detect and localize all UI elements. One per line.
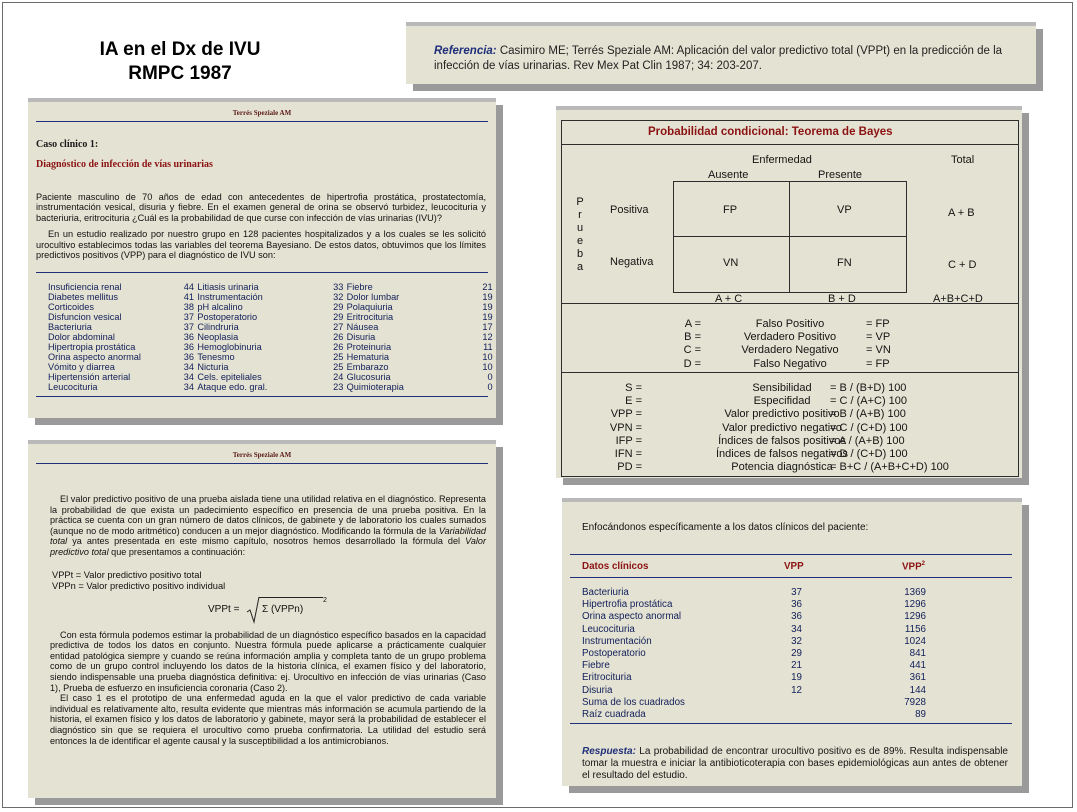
clinical-datum-name: Suma de los cuadrados <box>582 696 685 708</box>
clinical-datum-name: Eritrocituria <box>582 672 632 684</box>
def-formula: = B+C / (A+B+C+D) 100 <box>830 461 949 474</box>
vpp-list-item <box>347 352 496 362</box>
vpp-list-item <box>197 292 346 302</box>
vpp-list-item <box>197 312 346 322</box>
vpp-item-value: 34 <box>183 382 194 393</box>
def-name: Verdadero Negativo <box>741 344 839 357</box>
panel-header-author: Terrés Speziale AM <box>232 109 292 117</box>
vpp-item-name: Náusea <box>346 322 379 333</box>
def-name: Especifidad <box>753 395 811 408</box>
vpp-list-item <box>347 282 496 292</box>
def-formula: = B / (A+B) 100 <box>830 408 906 421</box>
clinical-datum-vpp-squared: 89 <box>915 709 926 720</box>
vpp-list-item <box>197 372 346 382</box>
formula-definitions <box>52 570 496 592</box>
vpp-item-value: 29 <box>333 302 344 313</box>
clinical-datum-name: Disuria <box>582 684 613 696</box>
slide-title <box>60 38 300 86</box>
def-formula: = A / (A+B) 100 <box>830 434 905 447</box>
vpp2-exponent: 2 <box>921 561 925 567</box>
vpp-list-item <box>48 352 197 362</box>
vpp-item-value: 37 <box>183 322 194 333</box>
vpp-item-value: 34 <box>183 362 194 373</box>
vpp-item-name: Eritrocituria <box>346 312 394 323</box>
clinical-datum-name: Postoperatorio <box>582 648 646 659</box>
header-total: Total <box>951 154 975 166</box>
vpp-column-3 <box>347 282 496 392</box>
vpp-item-value: 21 <box>482 282 493 293</box>
vpp-item-name: Ataque edo. gral. <box>197 382 268 393</box>
answer-text: La probabilidad de encontrar urocultivo positivo es de 89%. Resulta indispensable tomar la muestra e iniciar la antibioticoterapia con bases epidemiológicas aun antes de obtener el resultado del estudio. <box>582 746 1008 781</box>
cell-vp: VP <box>837 204 852 216</box>
vpp-item-name: Orina aspecto anormal <box>48 352 141 363</box>
vpp-item-name: Hemoglobinuria <box>197 342 262 353</box>
vpp-item-value: 44 <box>183 282 194 293</box>
vpp-list-item <box>48 332 197 342</box>
vpp-item-name: Bacteriuria <box>48 322 92 333</box>
grid-vertical-divider <box>789 181 790 293</box>
def-formula: = VN <box>866 344 891 357</box>
prueba-vertical-label <box>575 196 585 274</box>
clinical-datum-vpp-squared: 1156 <box>904 623 926 635</box>
col-header-vpp-squared <box>902 561 925 572</box>
total-a-plus-c: A + C <box>715 293 743 305</box>
vpp-item-name: Quimioterapia <box>346 382 404 393</box>
case-paragraph-2: En un estudio realizado por nuestro grupo en 128 pacientes hospitalizados y a los cuales se les solicitó urocultivo establecimos todas las variables del teorema Bayesiano. De estos datos, obtuvimos que los límites predictivos positivos (VPP) para el diagnóstico de IVU son: <box>36 229 486 261</box>
clinical-datum-name: Instrumentación <box>582 635 652 647</box>
clinical-datum-name: Raíz cuadrada <box>582 709 646 720</box>
vpp-item-name: pH alcalino <box>197 302 243 313</box>
def-name: Valor predictivo negativo <box>722 421 842 434</box>
title-line-1: IA en el Dx de IVU <box>99 39 261 60</box>
clinical-datum-vpp: 34 <box>791 623 802 635</box>
vpp-item-value: 10 <box>482 362 493 373</box>
vpp-item-value: 41 <box>183 292 194 303</box>
vpp-list-item <box>347 322 496 332</box>
def-name: Sensibilidad <box>752 382 812 394</box>
total-c-plus-d: C + D <box>948 259 977 271</box>
table-top-rule <box>36 272 488 273</box>
vpp-item-name: Vómito y diarrea <box>48 362 115 373</box>
vpp-list-item <box>48 362 197 372</box>
vppt-formula <box>28 596 496 626</box>
sqrt-bar <box>259 597 323 598</box>
clinical-datum-vpp: 12 <box>791 684 802 696</box>
answer-paragraph <box>582 746 1008 782</box>
clinical-datum-name: Fiebre <box>582 660 610 672</box>
def-formula: = C / (C+D) 100 <box>830 421 908 434</box>
vpp-item-name: Instrumentación <box>197 292 263 303</box>
definition-vppt: VPPt = Valor predictivo positivo total <box>52 569 202 580</box>
sqrt-symbol-icon <box>246 596 260 624</box>
vpp-item-value: 27 <box>333 322 344 333</box>
def-formula: = D / (C+D) 100 <box>830 448 908 460</box>
def-key: IFP = <box>615 434 642 447</box>
vpp-item-name: Dolor lumbar <box>346 292 400 303</box>
vpp-item-name: Tenesmo <box>197 352 235 363</box>
panel4-intro: Enfocándonos específicamente a los datos clínicos del paciente: <box>582 522 869 533</box>
vpp-list-item <box>48 342 197 352</box>
def-formula: = B / (B+D) 100 <box>830 382 907 394</box>
paragraph-1 <box>50 494 486 558</box>
paragraph-1-text-c: que presentamos a continuación: <box>108 546 246 557</box>
vpp-list-item <box>347 332 496 342</box>
panel-header-author: Terrés Speziale AM <box>232 451 292 459</box>
reference-text: Casimiro ME; Terrés Speziale AM: Aplicación del valor predictivo total (VPPt) en la predicción de la infección de vías urinarias. Rev Mex Pat Clin 1987; 34: 203-207. <box>434 45 1003 72</box>
vpp-column-1 <box>48 282 197 392</box>
prueba-letter: e <box>576 235 584 247</box>
vpp-item-value: 36 <box>183 342 194 353</box>
vpp-item-value: 19 <box>482 292 493 303</box>
table-bottom-rule <box>570 723 1012 724</box>
table-top-rule <box>570 554 1012 555</box>
vpp-item-value: 19 <box>482 302 493 313</box>
clinical-datum-vpp-squared: 1369 <box>904 587 926 598</box>
vpp-item-value: 12 <box>482 332 493 343</box>
vpp-item-name: Nicturia <box>197 362 229 373</box>
vpp-item-value: 33 <box>333 282 344 293</box>
prueba-letter: b <box>576 248 584 260</box>
vpp-list-item <box>48 322 197 332</box>
title-line-2: RMPC 1987 <box>128 63 232 84</box>
vpp-list-item <box>197 322 346 332</box>
cell-fp: FP <box>723 204 738 216</box>
vpp-item-value: 29 <box>333 312 344 323</box>
vpp-item-name: Diabetes mellitus <box>48 292 118 303</box>
paragraph-1-text-a: El valor predictivo positivo de una prueba aislada tiene una utilidad relativa en el diagnóstico. Representa la probabilidad de que exista un padecimiento específico en presencia de una prueba positiva. En la práctica se cuenta con un gran número de datos clínicos, de gabinete y de laboratorio los cuales sumados (aunque no de modo aritmético) conducen a un mejor diagnóstico. Modificando la fórmula de la <box>50 494 486 536</box>
vpp-item-name: Hipertropia prostática <box>48 342 136 353</box>
vpp-item-value: 10 <box>482 352 493 363</box>
bayes-theorem-panel <box>556 106 1022 478</box>
vpp-item-value: 19 <box>482 312 493 323</box>
cell-fn: FN <box>837 257 852 269</box>
def-key: E = <box>625 395 642 408</box>
vpp-list-item <box>347 362 496 372</box>
header-ausente: Ausente <box>708 169 749 181</box>
vpp-item-name: Dolor abdominal <box>48 332 115 343</box>
def-formula: = FP <box>866 318 890 330</box>
header-rule <box>570 577 1012 578</box>
vpp-item-value: 38 <box>183 302 194 313</box>
vpp-list-item <box>197 382 346 392</box>
clinical-datum-vpp-squared: 7928 <box>904 696 926 708</box>
case-title: Caso clínico 1: <box>36 139 99 150</box>
vpp-list-item <box>347 292 496 302</box>
vpp-list-item <box>197 282 346 292</box>
vpp-list-item <box>48 282 197 292</box>
vpp-item-value: 0 <box>487 382 493 393</box>
vpp2-base: VPP <box>902 561 922 573</box>
vpp-item-value: 37 <box>183 312 194 323</box>
vpp-item-value: 17 <box>482 322 493 333</box>
case-subtitle: Diagnóstico de infección de vías urinarias <box>36 159 213 170</box>
grid-horizontal-divider <box>673 236 907 237</box>
vpp-item-value: 32 <box>333 292 344 303</box>
def-name: Índices de falsos positivos <box>718 434 846 447</box>
formula-left: VPPt = <box>208 603 240 615</box>
vpp-item-name: Polaquiuria <box>346 302 393 313</box>
vpp-item-value: 24 <box>333 372 344 383</box>
col-header-vpp: VPP <box>784 561 804 572</box>
vpp-item-value: 11 <box>483 342 493 353</box>
clinical-datum-vpp: 37 <box>791 587 802 598</box>
clinical-datum-vpp: 36 <box>791 611 802 623</box>
def-formula: = VP <box>866 331 891 344</box>
vpp-item-name: Corticoides <box>48 302 94 313</box>
clinical-datum-vpp-squared: 441 <box>909 660 926 672</box>
def-formula: = C / (A+C) 100 <box>830 395 908 408</box>
def-name: Falso Negativo <box>753 357 827 370</box>
vpp-item-name: Hematuria <box>346 352 390 363</box>
header-rule <box>36 121 488 122</box>
row-negativa: Negativa <box>610 256 654 268</box>
definition-vppn: VPPn = Valor predictivo positivo individual <box>52 580 226 591</box>
vpp-item-value: 26 <box>333 332 344 343</box>
clinical-datum-vpp-squared: 1024 <box>904 635 926 647</box>
clinical-datum-vpp: 19 <box>791 672 802 684</box>
vpp-item-value: 25 <box>333 362 344 373</box>
total-a-plus-b: A + B <box>948 207 975 219</box>
vpp-list-item <box>347 372 496 382</box>
vpp-item-name: Litiasis urinaria <box>197 282 259 293</box>
vpp-item-value: 34 <box>183 372 194 383</box>
def-formula: = FP <box>866 357 890 370</box>
clinical-datum-name: Hipertrofia prostática <box>582 599 673 611</box>
def-key: C = <box>683 344 701 357</box>
def-name: Índices de falsos negativos <box>715 448 849 460</box>
col-header-datos: Datos clínicos <box>582 561 649 572</box>
case-clinical-panel <box>28 98 496 418</box>
vpp-list-item <box>347 382 496 392</box>
clinical-datum-vpp-squared: 1296 <box>904 599 926 611</box>
vpp-list-item <box>347 342 496 352</box>
clinical-datum-name: Leucocituria <box>582 623 635 635</box>
vpp-item-name: Postoperatorio <box>197 312 258 323</box>
vpp-item-value: 23 <box>333 382 344 393</box>
vpp-item-name: Embarazo <box>346 362 389 373</box>
def-key: B = <box>684 331 701 344</box>
clinical-datum-vpp: 29 <box>791 648 802 659</box>
case-paragraph-1: Paciente masculino de 70 años de edad con antecedentes de hipertrofia prostática, prostatectomía, instrumentación vesical, disuria y fiebre. En el examen general de orina se observó turbidez, leucocituria y bacteriuria, eritrocituria ¿Cuál es la probabilidad de que curse con infección de vías urinarias (IVU)? <box>36 192 486 223</box>
def-key: A = <box>684 318 701 330</box>
paragraph-1-text-b: ya antes presentada en este mismo capítulo, nosotros hemos desarrollado la fórmula del <box>67 536 466 547</box>
paragraph-1-italic-b: Valor predictivo total <box>50 536 486 557</box>
prueba-letter: r <box>578 209 582 221</box>
clinical-datum-vpp-squared: 144 <box>909 684 926 696</box>
predictive-value-panel <box>28 440 496 798</box>
def-name: Falso Positivo <box>755 318 825 330</box>
clinical-data-panel <box>562 498 1022 786</box>
table-bottom-rule <box>36 396 488 397</box>
clinical-datum-name: Bacteriuria <box>582 587 629 598</box>
vpp-item-name: Cilindruria <box>197 322 239 333</box>
vpp-item-name: Fiebre <box>346 282 373 293</box>
bayes-title: Probabilidad condicional: Teorema de Bayes <box>648 126 893 138</box>
def-key: VPP = <box>610 408 642 421</box>
vpp-item-name: Neoplasia <box>197 332 239 343</box>
vpp-list-item <box>197 332 346 342</box>
vpp-item-value: 26 <box>333 342 344 353</box>
def-key: IFN = <box>614 448 642 460</box>
row-positiva: Positiva <box>610 204 649 216</box>
paragraph-1-italic-a: Variabilidad total <box>50 525 486 547</box>
cell-vn: VN <box>723 257 739 269</box>
vpp-item-value: 36 <box>183 332 194 343</box>
clinical-datum-vpp-squared: 1296 <box>904 611 926 623</box>
prueba-letter: P <box>576 196 584 208</box>
vpp-list-item <box>48 292 197 302</box>
def-key: D = <box>683 357 701 370</box>
vpp-list-item <box>347 302 496 312</box>
def-name: Potencia diagnóstica <box>731 461 833 474</box>
prueba-letter: a <box>576 261 584 273</box>
vpp-list-item <box>197 362 346 372</box>
def-key: VPN = <box>609 421 642 434</box>
vpp-list-item <box>48 382 197 392</box>
vpp-item-value: 0 <box>487 372 493 383</box>
vpp-item-name: Hipertensión arterial <box>48 372 131 383</box>
contingency-grid <box>673 181 907 293</box>
vpp-item-name: Proteinuria <box>346 342 392 353</box>
header-rule <box>36 463 488 464</box>
clinical-datum-vpp: 36 <box>791 599 802 611</box>
formula-inner: Σ (VPPn) <box>262 603 304 615</box>
def-key: S = <box>625 382 642 394</box>
vpp-list-item <box>48 312 197 322</box>
total-all: A+B+C+D <box>933 293 983 305</box>
clinical-datum-vpp-squared: 841 <box>909 648 926 659</box>
def-name: Valor predictivo positivo <box>724 408 840 421</box>
vpp-column-2 <box>197 282 346 392</box>
vpp-item-name: Glucosuria <box>346 372 391 383</box>
vpp-list <box>48 282 496 392</box>
def-name: Verdadero Positivo <box>743 331 837 344</box>
answer-label: Respuesta: <box>582 746 636 757</box>
vpp-item-name: Disfuncion vesical <box>48 312 122 323</box>
vpp-item-name: Leucocituria <box>48 382 98 393</box>
clinical-datum-vpp: 21 <box>791 660 802 672</box>
header-enfermedad: Enfermedad <box>752 154 812 166</box>
reference-label: Referencia: <box>434 45 497 57</box>
vpp-list-item <box>197 302 346 312</box>
vpp-item-value: 36 <box>183 352 194 363</box>
vpp-list-item <box>48 302 197 312</box>
vpp-item-name: Disuria <box>346 332 376 343</box>
vpp-list-item <box>347 312 496 322</box>
vpp-list-item <box>197 352 346 362</box>
header-presente: Presente <box>818 169 863 181</box>
paragraph-3: El caso 1 es el prototipo de una enfermedad aguda en la que el valor predictivo de cada variable individual es relativamente alto, resulta evidente que mientras más información se acumula partiendo de la historia, el examen físico y los datos de laboratorio y gabinete, mayor será la probabilidad de establecer el diagnóstico sin que se requiera el urocultivo como prueba confirmatoria. La utilidad del estudio será entonces la de identificar el agente causal y la susceptibilidad a los antimicrobianos. <box>50 693 486 746</box>
formula-exponent: 2 <box>323 596 327 604</box>
paragraph-2: Con esta fórmula podemos estimar la probabilidad de un diagnóstico específico basados en la capacidad predictiva de todos los datos en conjunto. Nuestra fórmula puede aplicarse a prácticamente cualquier entidad patológica siempre y cuando se reúna información amplia y completa tanto de un grupo problema como de un grupo control incluyendo los datos de la historia clínica, el examen físico y del laboratorio, siendo indispensable una prueba diagnóstica definitiva: ej. Urocultivo en infección de vías urinarias (Caso 1), Prueba de esfuerzo en insuficiencia coronaria (Caso 2). <box>50 629 486 693</box>
vpp-item-value: 25 <box>333 352 344 363</box>
clinical-datum-vpp: 32 <box>791 635 802 647</box>
def-key: PD = <box>617 461 642 474</box>
clinical-datum-name: Orina aspecto anormal <box>582 611 682 623</box>
clinical-datum-vpp-squared: 361 <box>909 672 926 684</box>
vpp-list-item <box>197 342 346 352</box>
total-b-plus-d: B + D <box>828 293 856 305</box>
vpp-item-name: Cels. epiteliales <box>197 372 262 383</box>
prueba-letter: u <box>576 222 584 234</box>
vpp-list-item <box>48 372 197 382</box>
vpp-item-name: Insuficiencia renal <box>48 282 122 293</box>
reference-panel <box>406 22 1036 84</box>
